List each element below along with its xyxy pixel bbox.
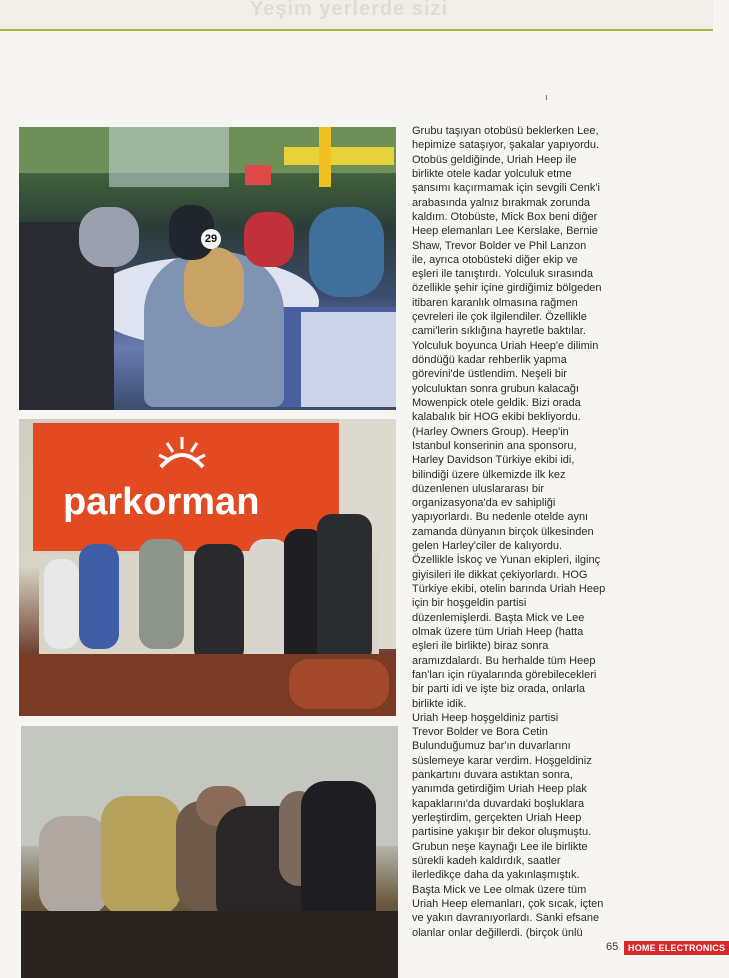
header-accent-line (0, 29, 713, 31)
article-line: özellikle şehir içine girdiğimiz bölgeden (412, 282, 602, 295)
article-line: ilerledikçe daha da yakınlaşmıştık. (412, 869, 580, 882)
article-line: Heep elemanları Lee Kerslake, Bernie (412, 225, 598, 238)
article-line: düzenlenen uluslararası bir (412, 482, 545, 495)
article-line: Trevor Bolder ve Bora Cetin (412, 726, 548, 739)
article-line: Başta Mick ve Lee olmak üzere tüm (412, 883, 587, 896)
runner-number-badge: 29 (201, 229, 221, 249)
photo-bar-group (21, 726, 398, 978)
article-line: Istanbul konserinin ana sponsoru, (412, 439, 577, 452)
article-line: şansımı kaçırmamak için sevgili Cenk'i (412, 182, 600, 195)
article-line: yerleştirdim, gerçekten Uriah Heep (412, 812, 582, 824)
page-number: 65 (606, 941, 619, 953)
article-line: bilindiği üzere ülkemizde ilk kez (412, 468, 566, 481)
article-text (412, 124, 606, 940)
article-line: ve yakın davranıyorlardı. Sanki efsane (412, 912, 600, 925)
article-line: birlikte idik. (412, 697, 467, 710)
article-line: sürekli kadeh kaldırdık, saatler (412, 854, 561, 867)
article-line: Türkiye ekibi, otelin barında Uriah Heep (412, 583, 606, 595)
article-line: eşleri ile tanıştırdı. Yolculuk sırasında (412, 268, 593, 281)
article-line: Yolculuk boyunca Uriah Heep'e dilimin (412, 339, 599, 352)
article-line: fan'ları için rüyalarında görebilecekleri (412, 668, 597, 681)
article-line: Grubun neşe kaynağı Lee ile birlikte (412, 840, 588, 853)
article-line: çevreleri ile çok ilgilendiler. Özellikle (412, 311, 587, 324)
article-line: giyisileri ile dikkat çekiyorlardı. HOG (412, 568, 588, 581)
article-line: Uriah Heep hoşgeldiniz partisi (412, 711, 559, 724)
margin-mark (546, 95, 547, 100)
magazine-name: HOME ELECTRONICS (624, 941, 729, 955)
article-line: hepimize sataşıyor, şakalar yapıyordu. (412, 139, 600, 152)
article-line: döndüğü kadar rehberlik yapma (412, 354, 567, 366)
article-line: gelen Harley'ciler de kalıyordu. (412, 540, 563, 553)
article-line: Shaw, Trevor Bolder ve Phil Lanzon (412, 239, 587, 252)
article-line: süslemeye karar verdim. Hoşgeldiniz (412, 754, 592, 767)
article-line: ile, ayrıca otobüsteki diğer ekip ve (412, 253, 578, 266)
article-line: kapaklarını'da duvardaki boşluklara (412, 797, 585, 810)
article-line: aramızdalardı. Bu herhalde tüm Heep (412, 654, 596, 667)
article-line: Mowenpick otele geldik. Bizi orada (412, 396, 581, 409)
article-line: yanımda getirdiğim Uriah Heep plak (412, 783, 587, 796)
article-line: partisine yakışır bir dekor oluşmuştu. (412, 826, 592, 839)
article-line: bir parti idi ve işte biz orada, onlarla (412, 683, 586, 696)
article-line: organizasyona'da ev sahipliği (412, 497, 556, 510)
article-line: Uriah Heep elemanları, çok sıcak, içten (412, 897, 604, 910)
article-line: pankartını duvara astıktan sonra, (412, 769, 573, 782)
photo-banner-group (19, 419, 396, 716)
article-line: arabasında yalnız bırakmak zorunda (412, 196, 590, 209)
article-line: olanlar onlar değillerdi. (birçok ünlü (412, 926, 583, 939)
article-line: olmak üzere tüm Uriah Heep (hatta (412, 625, 584, 638)
sun-logo-icon (155, 433, 209, 473)
banner-text: parkorman (63, 481, 260, 523)
article-line: Harley Davidson Türkiye ekibi idi, (412, 454, 575, 467)
article-line: birlikte otele kadar yolculuk etme (412, 167, 572, 180)
article-line: Özellikle İskoç ve Yunan ekipleri, ilginç (412, 554, 601, 567)
article-line: zamanda dünyanın birçok ülkesinden (412, 525, 594, 538)
article-line: itibaren karanlık olmasına rağmen (412, 296, 578, 309)
photo-restaurant-group (19, 127, 396, 410)
article-line: yolculuktan sonra grubun kalacağı (412, 382, 579, 395)
article-line: görevini'de üstlendim. Neşeli bir (412, 368, 567, 381)
article-line: cami'lerin sıklığına hayretle baktılar. (412, 325, 586, 338)
article-line: (Harley Owners Group). Heep'in (412, 425, 569, 438)
header-faded-text: Yeşim yerlerde sizi (250, 0, 449, 20)
article-line: kalabalık bir HOG ekibi bekliyordu. (412, 411, 581, 424)
article-line: Bulunduğumuz bar'ın duvarlarını (412, 740, 571, 753)
article-line: düzenlemişlerdi. Başta Mick ve Lee (412, 611, 585, 624)
article-line: için bir hoşgeldin partisi (412, 597, 527, 610)
header-bar (0, 0, 713, 30)
article-line: yapıyorlardı. Bu nedenle otelde aynı (412, 511, 589, 524)
article-line: eşleri ile birlikte) biraz sonra (412, 640, 549, 653)
article-line: kaldım. Otobüste, Mick Box beni diğer (412, 210, 598, 223)
article-line: Otobüs geldiğinde, Uriah Heep ile (412, 153, 577, 166)
article-line: Grubu taşıyan otobüsü beklerken Lee, (412, 125, 599, 137)
